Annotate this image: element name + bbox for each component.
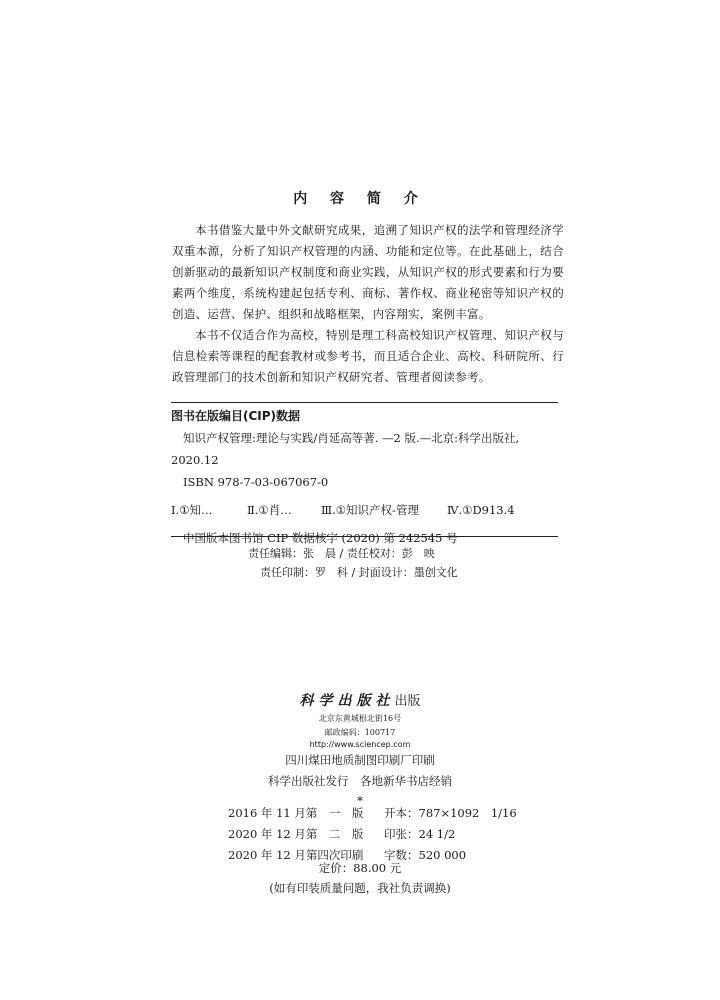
price: 定价：88.00 元 xyxy=(318,861,402,875)
edition-table xyxy=(228,803,517,866)
credits-editors: 责任编辑：张 晨 / 责任校对：彭 映 xyxy=(248,547,435,560)
cip-heading: 图书在版编目(CIP)数据 xyxy=(171,409,301,423)
distributor-line: 科学出版社发行 各地新华书店经销 xyxy=(268,774,452,788)
edition-info: 字数：520 000 xyxy=(384,848,467,862)
edition-date: 2020 年 12 月第四次印刷 xyxy=(228,848,364,862)
cip-title-line: 知识产权管理:理论与实践/肖延高等著. —2 版.—北京:科学出版社, xyxy=(183,431,520,445)
edition-row xyxy=(228,803,517,824)
cip-bottom-rule xyxy=(171,536,558,537)
quality-notice: (如有印装质量问题，我社负责调换) xyxy=(269,881,451,895)
credits xyxy=(248,544,548,582)
credits-production: 责任印制：罗 科 / 封面设计：墨创文化 xyxy=(260,566,458,579)
cip-class-4: Ⅳ.①D913.4 xyxy=(447,503,515,517)
summary-body xyxy=(172,220,564,388)
publisher-postal-code: 邮政编码：100717 xyxy=(324,728,396,737)
cip-isbn: ISBN 978-7-03-067067-0 xyxy=(183,475,329,489)
publisher-name-suffix: 出版 xyxy=(394,694,421,709)
separator-star: * xyxy=(357,794,363,808)
cip-year: 2020.12 xyxy=(171,453,219,467)
edition-date: 2020 年 12 月第 二 版 xyxy=(228,827,364,841)
cip-record: 中国版本图书馆 CIP 数据核字 (2020) 第 242545 号 xyxy=(183,531,458,545)
edition-row xyxy=(228,824,517,845)
printer-line: 四川煤田地质制图印刷厂印刷 xyxy=(285,753,435,767)
publisher-name xyxy=(0,690,720,710)
summary-paragraph-1: 本书借鉴大量中外文献研究成果，追溯了知识产权的法学和管理经济学双重本源，分析了知识产权管理的内涵、功能和定位等。在此基础上，结合创新驱动的最新知识产权制度和商业实践，从知识产权的形式要素和行为要素两个维度，系统构建起包括专利、商标、著作权、商业秘密等知识产权的创造、运营、保护、组织和战略框架，内容翔实，案例丰富。 xyxy=(172,223,564,321)
summary-title: 内 容 简 介 xyxy=(293,191,427,207)
cip-classification xyxy=(171,499,566,521)
edition-info: 印张：24 1/2 xyxy=(384,827,456,841)
publisher-url: http://www.sciencep.com xyxy=(309,740,411,749)
cip-block xyxy=(171,405,566,549)
edition-date: 2016 年 11 月第 一 版 xyxy=(228,806,364,820)
edition-info: 开本：787×1092 1/16 xyxy=(384,806,517,820)
cip-top-rule xyxy=(171,402,558,403)
cip-class-2: Ⅱ.①肖… xyxy=(247,503,292,517)
cip-class-1: Ⅰ.①知… xyxy=(171,503,213,517)
summary-paragraph-2: 本书不仅适合作为高校，特别是理工科高校知识产权管理、知识产权与信息检索等课程的配套教材或参考书，而且适合企业、高校、科研院所、行政管理部门的技术创新和知识产权研究者、管理者阅读参考。 xyxy=(172,328,564,384)
publisher-address: 北京东黄城根北街16号 xyxy=(318,714,402,723)
publisher-logo-text: 科学出版社 xyxy=(299,693,395,709)
cip-class-3: Ⅲ.①知识产权-管理 xyxy=(321,503,419,517)
